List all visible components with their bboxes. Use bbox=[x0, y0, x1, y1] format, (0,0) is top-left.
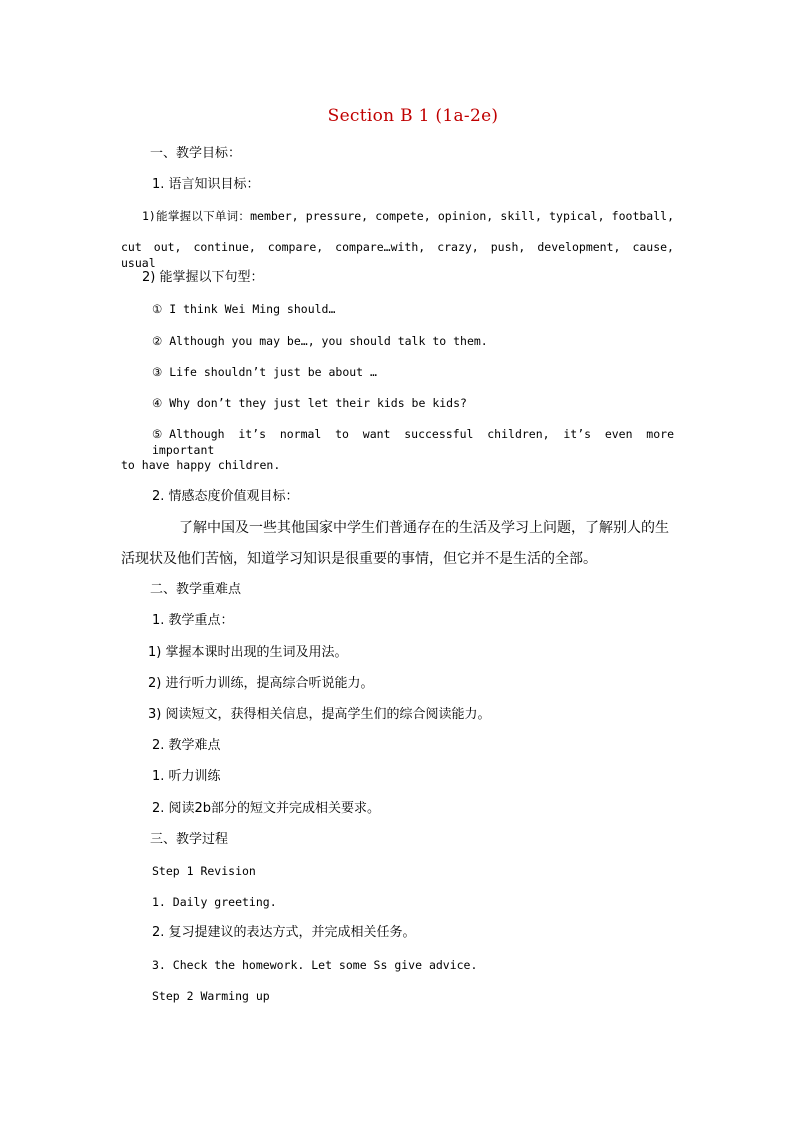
difficulty-item-1: 1. 听力训练 bbox=[152, 769, 221, 784]
subheading-language-knowledge: 1. 语言知识目标： bbox=[152, 177, 260, 192]
focus-item-3: 3) 阅读短文，获得相关信息，提高学生们的综合阅读能力。 bbox=[148, 707, 491, 722]
section-heading-key-points: 二、教学重难点 bbox=[150, 582, 242, 597]
subheading-teaching-difficulty: 2. 教学难点 bbox=[152, 738, 221, 753]
emotional-goals-paragraph-line-2: 活现状及他们苦恼，知道学习知识是很重要的事情，但它并不是生活的全部。 bbox=[121, 551, 597, 567]
focus-item-1: 1) 掌握本课时出现的生词及用法。 bbox=[148, 645, 348, 660]
focus-item-2: 2) 进行听力训练，提高综合听说能力。 bbox=[148, 676, 374, 691]
subheading-emotional-goals: 2. 情感态度价值观目标： bbox=[152, 489, 299, 504]
step-1-item-1: 1. Daily greeting. bbox=[152, 895, 277, 909]
step-1-item-3: 3. Check the homework. Let some Ss give advice. bbox=[152, 958, 478, 972]
subheading-sentence-patterns: 2) 能掌握以下句型： bbox=[142, 270, 264, 285]
sentence-pattern-2: ② Although you may be…, you should talk to them. bbox=[152, 334, 488, 348]
sentence-pattern-1: ① I think Wei Ming should… bbox=[152, 302, 336, 316]
document-title: Section B 1 (1a-2e) bbox=[327, 106, 499, 126]
vocabulary-line-2: cut out, continue, compare, compare…with, crazy, push, development, cause, usual bbox=[121, 240, 674, 270]
section-heading-objectives: 一、教学目标： bbox=[150, 146, 242, 161]
step-2-heading: Step 2 Warming up bbox=[152, 989, 270, 1003]
sentence-pattern-5: ⑤Although it’s normal to want successful children, it’s even more important bbox=[152, 427, 674, 457]
sentence-pattern-4: ④ Why don’t they just let their kids be kids? bbox=[152, 396, 467, 410]
section-heading-process: 三、教学过程 bbox=[150, 832, 229, 847]
sentence-pattern-5-continued: to have happy children. bbox=[121, 458, 281, 472]
emotional-goals-paragraph-line-1: 了解中国及一些其他国家中学生们普通存在的生活及学习上问题，了解别人的生 bbox=[179, 520, 669, 536]
difficulty-item-2: 2. 阅读2b部分的短文并完成相关要求。 bbox=[152, 801, 381, 816]
step-1-item-2: 2. 复习提建议的表达方式，并完成相关任务。 bbox=[152, 925, 416, 940]
sentence-pattern-3: ③ Life shouldn’t just be about … bbox=[152, 365, 377, 379]
vocabulary-line-1: 1)能掌握以下单词：member, pressure, compete, opinion, skill, typical, football, bbox=[142, 209, 674, 223]
subheading-teaching-focus: 1. 教学重点： bbox=[152, 613, 234, 628]
step-1-heading: Step 1 Revision bbox=[152, 864, 256, 878]
